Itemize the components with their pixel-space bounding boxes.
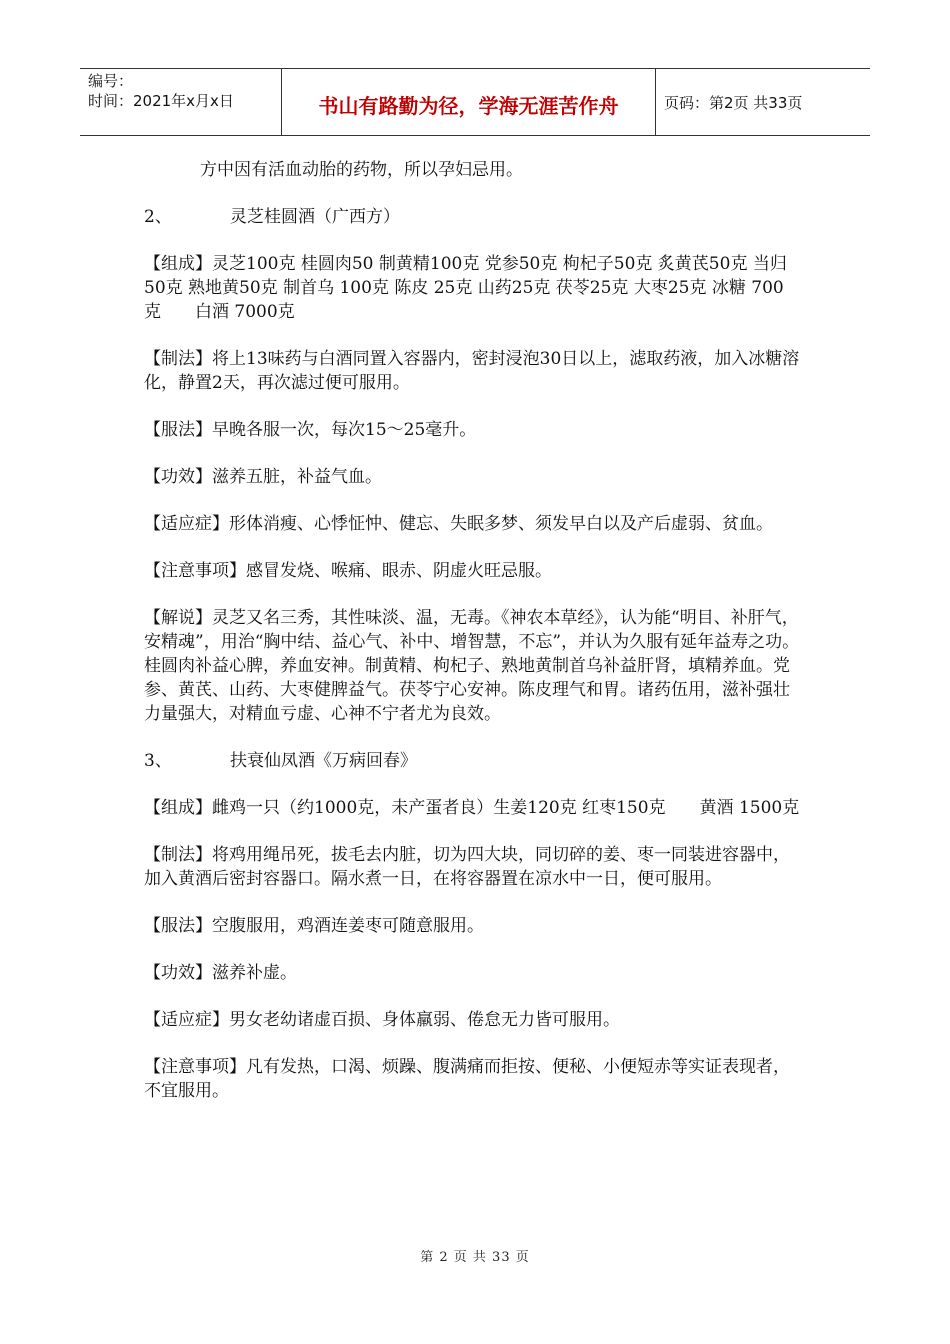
precautions: 【注意事项】感冒发烧、喉痛、眼赤、阴虚火旺忌服。 <box>144 561 552 581</box>
preparation: 【制法】将鸡用绳吊死，拔毛去内脏，切为四大块，同切碎的姜、枣一同装进容器中，加入黄酒后密封容器口。隔水煮一日，在将容器置在凉水中一日，便可服用。 <box>144 845 790 889</box>
preparation: 【制法】将上13味药与白酒同置入容器内，密封浸泡30日以上，滤取药液，加入冰糖溶化，静置2天，再次滤过便可服用。 <box>144 349 800 393</box>
page-footer: 第 2 页 共 33 页 <box>420 1250 530 1265</box>
serial-label: 编号： <box>88 72 134 90</box>
efficacy: 【功效】滋养补虚。 <box>144 963 297 983</box>
composition: 【组成】灵芝100克 桂圆肉50 制黄精100克 党参50克 枸杞子50克 炙黄芪50克 当归50克 熟地黄50克 制首乌 100克 陈皮 25克 山药25克 茯苓25克 大枣25克 冰糖 700克 白酒 7000克 <box>144 254 787 322</box>
section-title: 灵芝桂圆酒（广西方） <box>230 207 400 227</box>
indications: 【适应症】形体消瘦、心悸怔忡、健忘、失眠多梦、须发早白以及产后虚弱、贫血。 <box>144 514 773 534</box>
efficacy: 【功效】滋养五脏，补益气血。 <box>144 467 382 487</box>
document-body <box>144 158 800 1126</box>
header-page-label: 页码：第2页 共33页 <box>664 93 803 112</box>
precautions: 【注意事项】凡有发热，口渴、烦躁、腹满痛而拒按、便秘、小便短赤等实证表现者，不宜服用。 <box>144 1057 790 1101</box>
header-motto: 书山有路勤为径，学海无涯苦作舟 <box>282 69 656 135</box>
composition: 【组成】雌鸡一只（约1000克，未产蛋者良）生姜120克 红枣150克 黄酒 1500克 <box>144 798 800 818</box>
section-heading-3 <box>144 749 800 773</box>
section-number: 2、 <box>144 207 172 227</box>
section-title: 扶衰仙凤酒《万病回春》 <box>230 751 417 771</box>
page-header <box>80 68 870 136</box>
dosage: 【服法】空腹服用，鸡酒连姜枣可随意服用。 <box>144 916 484 936</box>
section-heading-2 <box>144 205 800 229</box>
explanation: 【解说】灵芝又名三秀，其性味淡、温，无毒。《神农本草经》，认为能“明目、补肝气，安精魂”，用治“胸中结、益心气、补中、增智慧，不忘”，并认为久服有延年益寿之功。桂圆肉补益心脾，养血安神。制黄精、枸杞子、熟地黄制首乌补益肝肾，填精养血。党参、黄芪、山药、大枣健脾益气。茯苓宁心安神。陈皮理气和胃。诸药伍用，滋补强壮力量强大，对精血亏虚、心神不宁者尤为良效。 <box>144 608 800 724</box>
section-number: 3、 <box>144 751 172 771</box>
header-meta <box>80 69 282 135</box>
dosage: 【服法】早晚各服一次，每次15～25毫升。 <box>144 420 477 440</box>
indications: 【适应症】男女老幼诸虚百损、身体羸弱、倦怠无力皆可服用。 <box>144 1010 620 1030</box>
paragraph: 方中因有活血动胎的药物，所以孕妇忌用。 <box>200 160 523 180</box>
time-label: 时间：2021年x月x日 <box>88 92 234 110</box>
